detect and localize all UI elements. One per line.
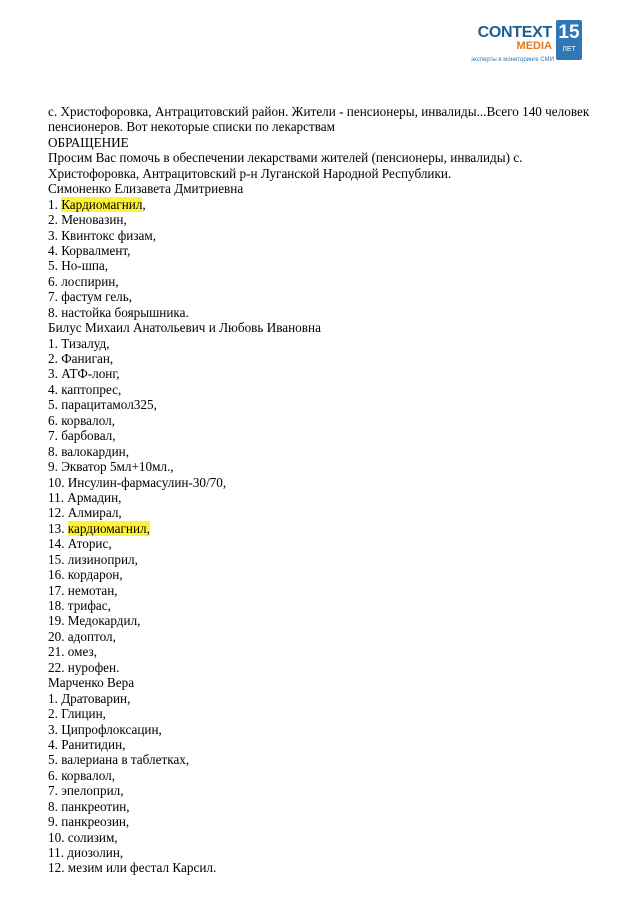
- medication-item: [48, 722, 598, 737]
- item-number: 20.: [48, 628, 68, 644]
- item-number: 9.: [48, 459, 62, 475]
- medication-item: [48, 737, 598, 752]
- medication-name: Но-шпа,: [61, 258, 109, 274]
- medication-item: [48, 860, 598, 875]
- medication-name: Дратоварин,: [61, 690, 131, 706]
- medication-item: [48, 444, 598, 459]
- item-number: 2.: [48, 706, 62, 722]
- medication-item: [48, 197, 598, 212]
- item-number: 3.: [48, 721, 62, 737]
- medication-name: Армадин,: [67, 489, 122, 505]
- item-number: 4.: [48, 242, 62, 258]
- medication-item: [48, 799, 598, 814]
- item-number: 11.: [48, 489, 68, 505]
- item-number: 14.: [48, 536, 68, 552]
- item-number: 13.: [48, 520, 68, 536]
- item-number: 12.: [48, 860, 68, 876]
- item-number: 4.: [48, 381, 62, 397]
- medication-name: Медокардил,: [67, 613, 141, 629]
- medication-item: [48, 397, 598, 412]
- medication-item: [48, 212, 598, 227]
- medication-item: [48, 228, 598, 243]
- medication-name: солизим,: [67, 829, 118, 845]
- medication-item: [48, 552, 598, 567]
- item-number: 22.: [48, 659, 68, 675]
- medication-name: Тизалуд,: [61, 335, 110, 351]
- item-number: 8.: [48, 304, 62, 320]
- medication-name: каптопрес,: [61, 381, 122, 397]
- medication-name: корвалол,: [61, 767, 116, 783]
- medication-item: [48, 752, 598, 767]
- medication-item: [48, 459, 598, 474]
- medication-item: [48, 258, 598, 273]
- item-number: 11.: [48, 845, 68, 860]
- item-number: 1.: [48, 196, 62, 212]
- medication-item: [48, 274, 598, 289]
- medication-item: [48, 243, 598, 258]
- item-number: 12.: [48, 505, 68, 521]
- item-number: 7.: [48, 289, 62, 305]
- medication-name: омез,: [67, 644, 97, 660]
- medication-name: барбовал,: [61, 428, 116, 444]
- medication-name: Экватор 5мл+10мл.,: [61, 459, 174, 475]
- medication-item: [48, 598, 598, 613]
- logo-badge-years: ЛЕТ: [562, 46, 576, 53]
- medication-name: настойка боярышника.: [61, 304, 189, 320]
- item-number: 3.: [48, 366, 62, 382]
- medication-item: [48, 521, 598, 536]
- medication-name: Фаниган,: [61, 351, 114, 366]
- intro-line: Христофоровка, Антрацитовский р-н Луганской Народной Республики.: [48, 165, 452, 181]
- medication-name: Корвалмент,: [61, 242, 131, 258]
- medication-item: [48, 768, 598, 783]
- medication-name: Квинтокс физам,: [61, 227, 157, 243]
- medication-item: [48, 351, 598, 366]
- medication-name: Алмирал,: [67, 505, 122, 521]
- logo-anniversary-badge: [556, 20, 582, 60]
- medication-item: [48, 830, 598, 845]
- medication-name: нурофен.: [67, 659, 120, 675]
- item-number: 10.: [48, 829, 68, 845]
- logo-tagline: эксперты в мониторинге СМИ: [471, 57, 554, 63]
- item-number: 5.: [48, 258, 62, 274]
- item-number: 10.: [48, 474, 68, 490]
- medication-item: [48, 567, 598, 582]
- medication-name: адоптол,: [67, 628, 116, 644]
- medication-name: фастум гель,: [61, 289, 133, 305]
- intro-line: пенсионеров. Вот некоторые списки по лекарствам: [48, 119, 336, 135]
- item-number: 15.: [48, 551, 68, 567]
- appeal-heading: ОБРАЩЕНИЕ: [48, 134, 129, 150]
- medication-name: кордарон,: [67, 567, 123, 583]
- medication-name: мезим или фестал Карсил.: [67, 860, 217, 876]
- medication-name: эпелоприл,: [61, 783, 124, 799]
- patient-name: Марченко Вера: [48, 675, 135, 691]
- highlighted-medication-name: Кардиомагнил: [61, 196, 143, 212]
- item-number: 5.: [48, 397, 62, 413]
- logo-word-media: MEDIA: [516, 40, 552, 52]
- patient-name: Билус Михаил Анатольевич и Любовь Ивановна: [48, 320, 321, 336]
- medication-item: [48, 490, 598, 505]
- medication-item: [48, 413, 598, 428]
- medication-name: Аторис,: [67, 536, 112, 552]
- intro-block: [48, 104, 598, 181]
- item-number: 1.: [48, 335, 62, 351]
- medication-item: [48, 382, 598, 397]
- medication-item: [48, 583, 598, 598]
- medication-item: [48, 691, 598, 706]
- document-body: [48, 104, 598, 876]
- item-punctuation: ,: [142, 196, 146, 212]
- intro-line: Просим Вас помочь в обеспечении лекарствами жителей (пенсионеры, инвалиды) с.: [48, 150, 523, 166]
- item-number: 6.: [48, 273, 62, 289]
- logo-word-context: CONTEXT: [477, 24, 552, 41]
- item-number: 7.: [48, 783, 62, 799]
- medication-item: [48, 505, 598, 520]
- medication-name: корвалол,: [61, 412, 116, 428]
- highlighted-medication-name: кардиомагнил,: [67, 520, 150, 536]
- item-number: 18.: [48, 598, 68, 613]
- medication-item: [48, 660, 598, 675]
- item-number: 9.: [48, 814, 62, 830]
- medication-item: [48, 783, 598, 798]
- medication-name: Глицин,: [61, 706, 106, 722]
- item-number: 8.: [48, 798, 62, 814]
- medication-item: [48, 305, 598, 320]
- item-number: 3.: [48, 227, 62, 243]
- item-number: 19.: [48, 613, 68, 629]
- medication-name: панкреотин,: [61, 798, 130, 814]
- patient-group: [48, 675, 598, 876]
- item-number: 16.: [48, 567, 68, 583]
- medication-item: [48, 629, 598, 644]
- item-number: 17.: [48, 582, 68, 598]
- medication-item: [48, 814, 598, 829]
- medication-name: валокардин,: [61, 443, 129, 459]
- medication-name: лизиноприл,: [67, 551, 138, 567]
- medication-item: [48, 644, 598, 659]
- item-number: 6.: [48, 412, 62, 428]
- item-number: 21.: [48, 644, 68, 660]
- medication-item: [48, 613, 598, 628]
- item-number: 4.: [48, 736, 62, 752]
- medication-name: трифас,: [67, 598, 111, 613]
- intro-line: с. Христофоровка, Антрацитовский район. Жители - пенсионеры, инвалиды...Всего 140 человек: [48, 104, 590, 119]
- patient-group: [48, 181, 598, 320]
- medication-name: лоспирин,: [61, 273, 119, 289]
- medication-item: [48, 336, 598, 351]
- logo-badge-number: 15: [558, 22, 580, 43]
- medication-name: АТФ-лонг,: [61, 366, 120, 382]
- medication-name: Меновазин,: [61, 212, 127, 228]
- medication-item: [48, 536, 598, 551]
- patient-name: Симоненко Елизавета Дмитриевна: [48, 181, 244, 197]
- medication-item: [48, 366, 598, 381]
- medication-item: [48, 706, 598, 721]
- medication-name: Ранитидин,: [61, 736, 126, 752]
- medication-name: немотан,: [67, 582, 118, 598]
- medication-item: [48, 845, 598, 860]
- medication-item: [48, 289, 598, 304]
- context-media-logo: [466, 20, 582, 78]
- medication-lists: [48, 181, 598, 876]
- item-number: 7.: [48, 428, 62, 444]
- medication-name: валериана в таблетках,: [61, 752, 190, 768]
- medication-name: Инсулин-фармасулин-30/70,: [67, 474, 227, 490]
- patient-group: [48, 320, 598, 675]
- medication-name: панкреозин,: [61, 814, 130, 830]
- medication-name: парацитамол325,: [61, 397, 157, 413]
- item-number: 6.: [48, 767, 62, 783]
- item-number: 1.: [48, 690, 62, 706]
- item-number: 2.: [48, 212, 62, 228]
- medication-item: [48, 428, 598, 443]
- medication-item: [48, 475, 598, 490]
- item-number: 5.: [48, 752, 62, 768]
- item-number: 2.: [48, 351, 62, 366]
- medication-name: Ципрофлоксацин,: [61, 721, 162, 737]
- item-number: 8.: [48, 443, 62, 459]
- medication-name: диозолин,: [67, 845, 124, 860]
